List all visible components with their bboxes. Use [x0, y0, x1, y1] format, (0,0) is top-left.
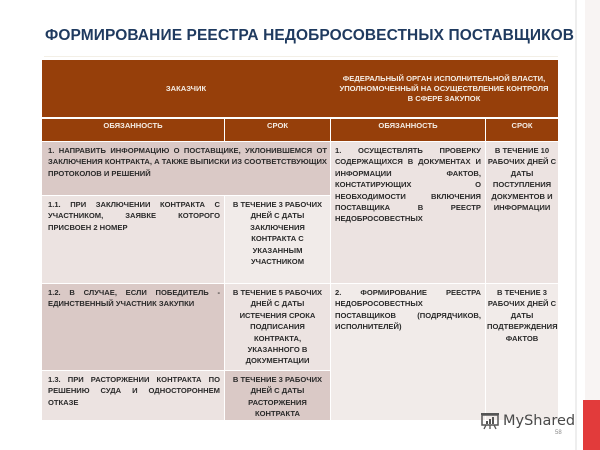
- header-group-label: ФЕДЕРАЛЬНЫЙ ОРГАН ИСПОЛНИТЕЛЬНОЙ ВЛАСТИ, УПОЛНОМОЧЕННЫЙ НА ОСУЩЕСТВЛЕНИЕ КОНТРОЛЯ В СФЕРЕ ЗАКУПОК: [339, 73, 549, 103]
- customer-duty-1-1: 1.1. ПРИ ЗАКЛЮЧЕНИИ КОНТРАКТА С УЧАСТНИКОМ, ЗАЯВКЕ КОТОРОГО ПРИСВОЕН 2 НОМЕР: [42, 196, 224, 283]
- watermark-text: MyShared: [503, 413, 576, 429]
- authority-duty-1: 1. ОСУЩЕСТВЛЯТЬ ПРОВЕРКУ СОДЕРЖАЩИХСЯ В ДОКУМЕНТАХ И ИНФОРМАЦИИ ФАКТОВ, КОНСТАТИРУЮЩИХ О НЕОБХОДИМОСТИ ВКЛЮЧЕНИЯ ПОСТАВЩИКА В РЕЕСТР НЕДОБРОСОВЕСТНЫХ: [331, 142, 485, 283]
- customer-duty-1-2: 1.2. В СЛУЧАЕ, ЕСЛИ ПОБЕДИТЕЛЬ - ЕДИНСТВЕННЫЙ УЧАСТНИК ЗАКУПКИ: [42, 284, 224, 370]
- customer-duty-1: 1. НАПРАВИТЬ ИНФОРМАЦИЮ О ПОСТАВЩИКЕ, УКЛОНИВШЕМСЯ ОТ ЗАКЛЮЧЕНИЯ КОНТРАКТА, А ТАКЖЕ ВЫПИСКИ ИЗ СООТВЕТСТВУЮЩИХ ПРОТОКОЛОВ И РЕШЕНИЙ: [42, 142, 330, 195]
- header-group-authority: [330, 60, 558, 117]
- watermark-logo: [480, 412, 575, 430]
- authority-duty-2: 2. ФОРМИРОВАНИЕ РЕЕСТРА НЕДОБРОСОВЕСТНЫХ ПОСТАВЩИКОВ (ПОДРЯДЧИКОВ, ИСПОЛНИТЕЛЕЙ): [331, 284, 485, 420]
- slide-side-bar: [585, 0, 600, 450]
- title-divider: [44, 56, 558, 57]
- authority-term-2: В ТЕЧЕНИЕ 3 РАБОЧИХ ДНЕЙ С ДАТЫ ПОДТВЕРЖДЕНИЯ ФАКТОВ: [486, 284, 558, 420]
- column-header-customer-term: СРОК: [225, 119, 330, 141]
- customer-duty-1-3: 1.3. ПРИ РАСТОРЖЕНИИ КОНТРАКТА ПО РЕШЕНИЮ СУДА И ОДНОСТОРОННЕМ ОТКАЗЕ: [42, 371, 224, 420]
- slide-edge-shadow: [575, 0, 577, 450]
- page-number: 58: [555, 430, 562, 436]
- slide-title: ФОРМИРОВАНИЕ РЕЕСТРА НЕДОБРОСОВЕСТНЫХ ПОСТАВЩИКОВ: [45, 27, 575, 44]
- accent-bar: [583, 400, 600, 450]
- column-header-authority-term: СРОК: [486, 119, 558, 141]
- column-header-authority-duty: ОБЯЗАННОСТЬ: [331, 119, 485, 141]
- customer-term-1-2: В ТЕЧЕНИЕ 5 РАБОЧИХ ДНЕЙ С ДАТЫ ИСТЕЧЕНИЯ СРОКА ПОДПИСАНИЯ КОНТРАКТА, УКАЗАННОГО В ДОКУМЕНТАЦИИ: [225, 284, 330, 370]
- column-header-customer-duty: ОБЯЗАННОСТЬ: [42, 119, 224, 141]
- header-group-label: ЗАКАЗЧИК: [165, 83, 207, 93]
- customer-term-1-3: В ТЕЧЕНИЕ 3 РАБОЧИХ ДНЕЙ С ДАТЫ РАСТОРЖЕНИЯ КОНТРАКТА: [225, 371, 330, 420]
- presentation-board-icon: [480, 412, 500, 430]
- authority-term-1: В ТЕЧЕНИЕ 10 РАБОЧИХ ДНЕЙ С ДАТЫ ПОСТУПЛЕНИЯ ДОКУМЕНТОВ И ИНФОРМАЦИИ: [486, 142, 558, 283]
- registry-table: [42, 60, 558, 420]
- header-group-customer: [42, 60, 330, 117]
- customer-term-1-1: В ТЕЧЕНИЕ 3 РАБОЧИХ ДНЕЙ С ДАТЫ ЗАКЛЮЧЕНИЯ КОНТРАКТА С УКАЗАННЫМ УЧАСТНИКОМ: [225, 196, 330, 283]
